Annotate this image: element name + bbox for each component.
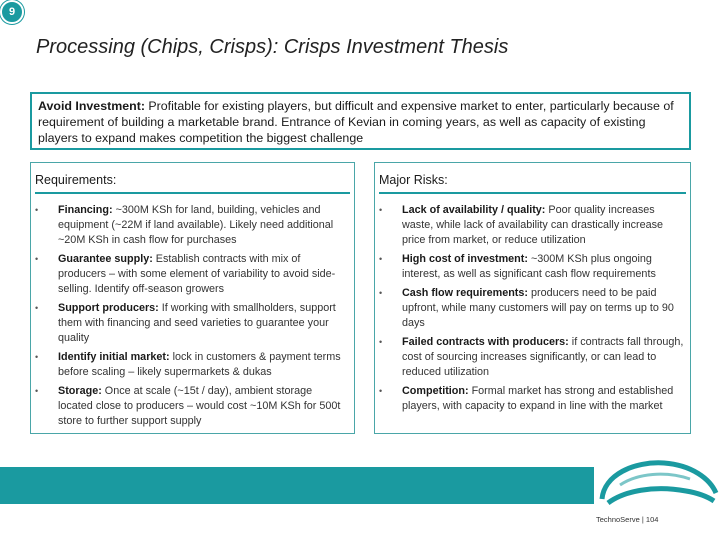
- requirement-item: [31, 384, 354, 429]
- footer-text: TechnoServe | 104: [596, 515, 659, 524]
- risks-panel: [374, 162, 691, 434]
- risk-text: Formal market has strong and established players, with capacity to expand in line with the market: [402, 385, 674, 412]
- risk-item: [375, 252, 690, 282]
- slide-number-badge: 9: [0, 0, 24, 24]
- risk-text: if contracts fall through, cost of sourcing increases significantly, or can lead to reduced utilization: [402, 336, 684, 378]
- bullet-icon: •: [35, 254, 39, 264]
- requirements-panel: [30, 162, 355, 434]
- risks-list: [375, 203, 690, 414]
- technoserve-logo-icon: [594, 455, 720, 517]
- requirement-lead: Financing:: [58, 204, 113, 216]
- bullet-icon: •: [379, 386, 383, 396]
- requirement-lead: Storage:: [58, 385, 102, 397]
- risk-text: Poor quality increases waste, while lack of availability can drastically increase price from market, or reduce utilization: [402, 204, 664, 246]
- risk-text: ~300M KSh plus ongoing interest, as well as significant cash flow requirements: [402, 253, 656, 280]
- risk-text: producers need to be paid upfront, while many customers will pay on terms up to 90 days: [402, 287, 674, 329]
- requirement-lead: Support producers:: [58, 302, 159, 314]
- requirement-text: lock in customers & payment terms before scaling – likely supermarkets & dukas: [58, 351, 341, 378]
- risk-lead: Competition:: [402, 385, 469, 397]
- page-title: Processing (Chips, Crisps): Crisps Investment Thesis: [36, 36, 509, 58]
- bullet-icon: •: [35, 205, 39, 215]
- risk-lead: Lack of availability / quality:: [402, 204, 546, 216]
- requirement-item: [31, 203, 354, 248]
- risk-lead: Cash flow requirements:: [402, 287, 528, 299]
- risk-lead: Failed contracts with producers:: [402, 336, 569, 348]
- requirements-header: Requirements:: [35, 173, 117, 187]
- bullet-icon: •: [35, 386, 39, 396]
- thesis-lead: Avoid Investment:: [38, 99, 145, 113]
- bullet-icon: •: [35, 303, 39, 313]
- investment-thesis-box: [30, 92, 691, 150]
- risk-item: [375, 286, 690, 331]
- requirement-lead: Identify initial market:: [58, 351, 170, 363]
- risk-lead: High cost of investment:: [402, 253, 528, 265]
- requirement-item: [31, 252, 354, 297]
- bullet-icon: •: [379, 254, 383, 264]
- risks-divider: [379, 192, 686, 194]
- risks-header: Major Risks:: [379, 173, 448, 187]
- requirement-item: [31, 301, 354, 346]
- bullet-icon: •: [379, 288, 383, 298]
- requirement-text: ~300M KSh for land, building, vehicles and equipment (~22M if land available). Likely need additional ~20M KSh in cash flow for purchases: [58, 204, 334, 246]
- bullet-icon: •: [35, 352, 39, 362]
- requirements-list: [31, 203, 354, 429]
- requirement-lead: Guarantee supply:: [58, 253, 153, 265]
- risk-item: [375, 203, 690, 248]
- requirements-divider: [35, 192, 350, 194]
- requirement-text: Establish contracts with mix of producers – with some element of variability to avoid side-selling. Identify off-season growers: [58, 253, 336, 295]
- thesis-text: Profitable for existing players, but difficult and expensive market to enter, particularly because of requirement of building a marketable brand. Entrance of Kevian in coming years, as well as capacity of existing players to expand makes competition the biggest challenge: [38, 99, 674, 145]
- risk-item: [375, 384, 690, 414]
- bullet-icon: •: [379, 205, 383, 215]
- bullet-icon: •: [379, 337, 383, 347]
- risk-item: [375, 335, 690, 380]
- requirement-text: Once at scale (~15t / day), ambient storage located close to producers – would cost ~10M KSh for 500t store to further support supply: [58, 385, 341, 427]
- requirement-item: [31, 350, 354, 380]
- requirement-text: If working with smallholders, support them with financing and seed varieties to guarantee your quality: [58, 302, 336, 344]
